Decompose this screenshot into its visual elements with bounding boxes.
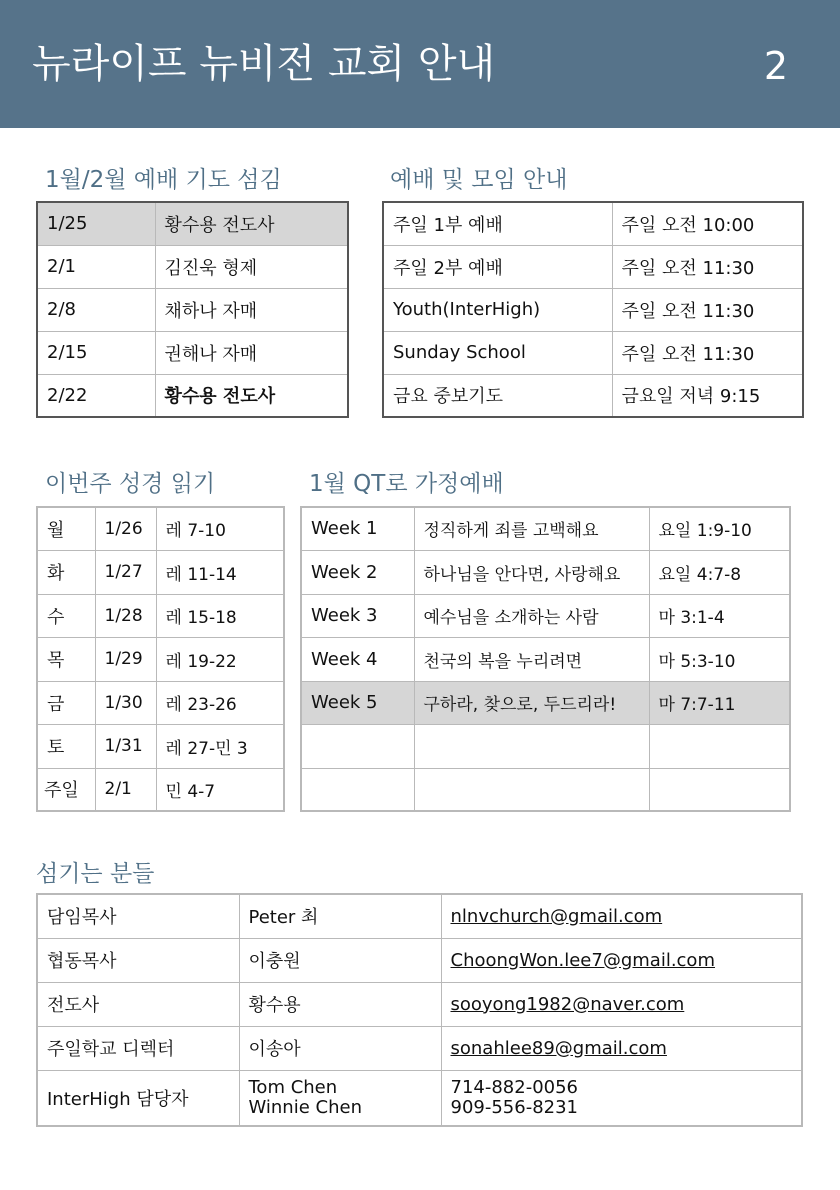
prayer-date: 1/25 — [37, 202, 155, 245]
worship-section-title: 예배 및 모임 안내 — [390, 167, 568, 193]
prayer-table — [36, 201, 349, 418]
table-row — [37, 331, 348, 374]
prayer-date: 2/15 — [37, 331, 155, 374]
qt-verse: 요일 1:9-10 — [649, 507, 790, 550]
reading-passage: 레 7-10 — [156, 507, 284, 550]
reading-date: 1/28 — [95, 594, 156, 637]
reading-day: 월 — [37, 507, 95, 550]
empty-cell — [414, 724, 649, 768]
prayer-name: 권해나 자매 — [155, 331, 348, 374]
reading-date: 2/1 — [95, 768, 156, 811]
table-row — [37, 1026, 802, 1070]
table-row — [37, 894, 802, 938]
qt-week: Week 2 — [301, 550, 414, 594]
reading-date: 1/27 — [95, 550, 156, 594]
prayer-date: 2/22 — [37, 374, 155, 417]
reading-date: 1/26 — [95, 507, 156, 550]
table-row — [37, 681, 284, 724]
reading-passage: 레 15-18 — [156, 594, 284, 637]
qt-section-title: 1월 QT로 가정예배 — [309, 471, 504, 497]
staff-name: 황수용 — [239, 982, 441, 1026]
reading-passage: 레 27-민 3 — [156, 724, 284, 768]
staff-role: 주일학교 디렉터 — [37, 1026, 239, 1070]
reading-date: 1/30 — [95, 681, 156, 724]
reading-passage: 레 19-22 — [156, 637, 284, 681]
qt-verse: 마 7:7-11 — [649, 681, 790, 724]
table-row — [37, 1070, 802, 1126]
empty-cell — [301, 724, 414, 768]
table-row-empty — [301, 724, 790, 768]
staff-name-pair — [239, 1070, 441, 1126]
staff-name: 이충원 — [239, 938, 441, 982]
qt-theme: 정직하게 죄를 고백해요 — [414, 507, 649, 550]
prayer-name: 채하나 자매 — [155, 288, 348, 331]
table-row — [37, 768, 284, 811]
qt-week: Week 3 — [301, 594, 414, 637]
staff-phone-pair — [441, 1070, 802, 1126]
reading-day: 토 — [37, 724, 95, 768]
qt-table — [300, 506, 791, 812]
reading-date: 1/29 — [95, 637, 156, 681]
staff-email-link[interactable]: ChoongWon.lee7@gmail.com — [441, 938, 802, 982]
table-row — [301, 637, 790, 681]
prayer-name: 황수용 전도사 — [155, 202, 348, 245]
worship-service: 주일 2부 예배 — [383, 245, 612, 288]
empty-cell — [649, 724, 790, 768]
qt-week: Week 4 — [301, 637, 414, 681]
staff-email-link[interactable]: nlnvchurch@gmail.com — [441, 894, 802, 938]
reading-table — [36, 506, 285, 812]
staff-table — [36, 893, 803, 1127]
qt-verse: 마 3:1-4 — [649, 594, 790, 637]
prayer-name: 김진욱 형제 — [155, 245, 348, 288]
prayer-date: 2/8 — [37, 288, 155, 331]
qt-verse: 요일 4:7-8 — [649, 550, 790, 594]
table-row-empty — [301, 768, 790, 811]
staff-role: 협동목사 — [37, 938, 239, 982]
worship-service: Youth(InterHigh) — [383, 288, 612, 331]
table-row — [37, 245, 348, 288]
staff-phone[interactable]: 714-882-0056 — [450, 1076, 579, 1098]
table-row — [383, 202, 803, 245]
table-row — [301, 507, 790, 550]
table-row — [37, 550, 284, 594]
table-row — [383, 331, 803, 374]
worship-service: Sunday School — [383, 331, 612, 374]
empty-cell — [301, 768, 414, 811]
header-banner — [0, 0, 840, 128]
reading-date: 1/31 — [95, 724, 156, 768]
table-row — [383, 288, 803, 331]
reading-day: 수 — [37, 594, 95, 637]
worship-time: 주일 오전 11:30 — [612, 331, 803, 374]
table-row — [37, 982, 802, 1026]
worship-time: 금요일 저녁 9:15 — [612, 374, 803, 417]
table-row — [301, 550, 790, 594]
empty-cell — [414, 768, 649, 811]
table-row — [301, 681, 790, 724]
reading-section-title: 이번주 성경 읽기 — [45, 471, 216, 497]
staff-email-link[interactable]: sooyong1982@naver.com — [441, 982, 802, 1026]
reading-passage: 레 11-14 — [156, 550, 284, 594]
table-row — [301, 594, 790, 637]
table-row — [37, 724, 284, 768]
qt-theme: 예수님을 소개하는 사람 — [414, 594, 649, 637]
worship-time: 주일 오전 10:00 — [612, 202, 803, 245]
qt-theme: 천국의 복을 누리려면 — [414, 637, 649, 681]
qt-theme: 하나님을 안다면, 사랑해요 — [414, 550, 649, 594]
page-title: 뉴라이프 뉴비전 교회 안내 — [32, 41, 496, 87]
worship-service: 금요 중보기도 — [383, 374, 612, 417]
reading-day: 금 — [37, 681, 95, 724]
table-row — [37, 202, 348, 245]
reading-day: 주일 — [37, 768, 95, 811]
staff-email-link[interactable]: sonahlee89@gmail.com — [441, 1026, 802, 1070]
table-row — [383, 245, 803, 288]
qt-week: Week 1 — [301, 507, 414, 550]
reading-passage: 레 23-26 — [156, 681, 284, 724]
staff-name: Tom Chen — [248, 1076, 338, 1098]
staff-name: Peter 최 — [239, 894, 441, 938]
qt-theme: 구하라, 찾으로, 두드리라! — [414, 681, 649, 724]
staff-name: Winnie Chen — [248, 1096, 362, 1118]
staff-role: 담임목사 — [37, 894, 239, 938]
worship-service: 주일 1부 예배 — [383, 202, 612, 245]
table-row — [37, 288, 348, 331]
reading-day: 화 — [37, 550, 95, 594]
table-row — [37, 507, 284, 550]
prayer-section-title: 1월/2월 예배 기도 섬김 — [45, 167, 282, 193]
qt-verse: 마 5:3-10 — [649, 637, 790, 681]
staff-phone[interactable]: 909-556-8231 — [450, 1096, 579, 1118]
reading-passage: 민 4-7 — [156, 768, 284, 811]
staff-section-title: 섬기는 분들 — [36, 861, 155, 887]
table-row — [37, 594, 284, 637]
table-row — [383, 374, 803, 417]
table-row — [37, 374, 348, 417]
staff-role: 전도사 — [37, 982, 239, 1026]
worship-table — [382, 201, 804, 418]
staff-name: 이송아 — [239, 1026, 441, 1070]
worship-time: 주일 오전 11:30 — [612, 288, 803, 331]
table-row — [37, 637, 284, 681]
staff-role: InterHigh 담당자 — [37, 1070, 239, 1126]
empty-cell — [649, 768, 790, 811]
table-row — [37, 938, 802, 982]
page-number: 2 — [763, 44, 788, 88]
prayer-name: 황수용 전도사 — [155, 374, 348, 417]
worship-time: 주일 오전 11:30 — [612, 245, 803, 288]
reading-day: 목 — [37, 637, 95, 681]
prayer-date: 2/1 — [37, 245, 155, 288]
qt-week: Week 5 — [301, 681, 414, 724]
